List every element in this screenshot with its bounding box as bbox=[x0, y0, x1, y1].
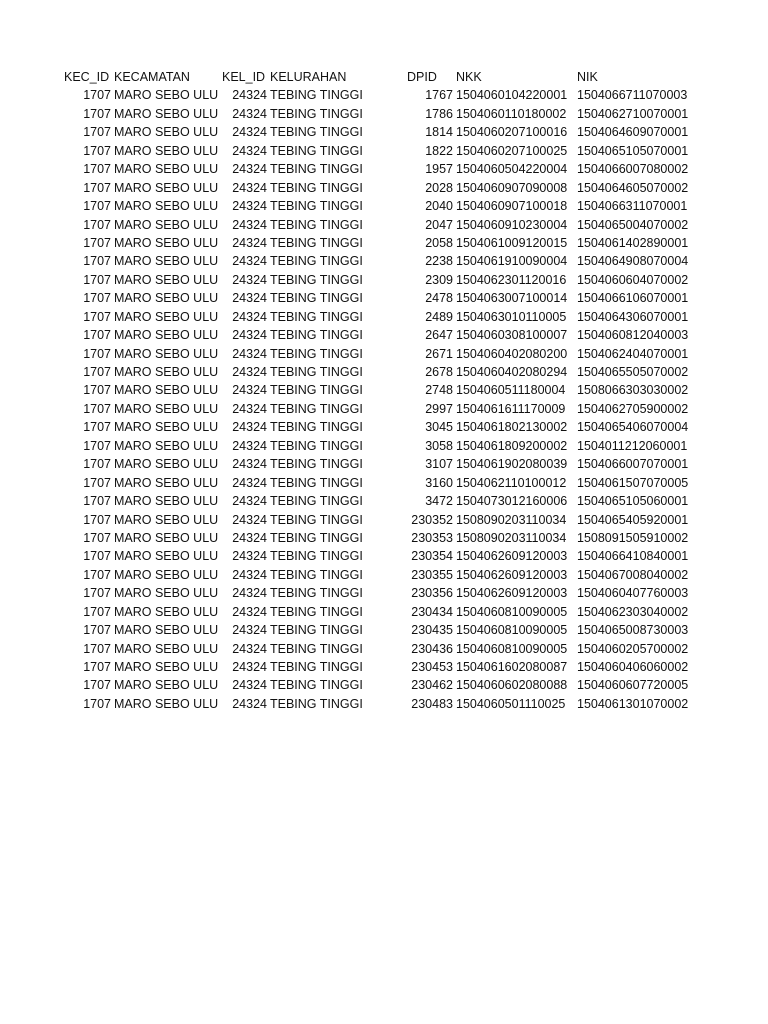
table-header-row bbox=[0, 68, 768, 86]
cell-kel-id: 24324 bbox=[232, 88, 267, 103]
table-row bbox=[0, 234, 768, 252]
cell-kecamatan: MARO SEBO ULU bbox=[114, 217, 219, 232]
cell-kel-id: 24324 bbox=[232, 106, 267, 121]
cell-kec-id: 1707 bbox=[83, 549, 111, 564]
table-row bbox=[0, 455, 768, 473]
cell-kel-id: 24324 bbox=[232, 678, 267, 693]
cell-nik: 1504060205700002 bbox=[577, 641, 689, 656]
cell-kel-id: 24324 bbox=[232, 475, 267, 490]
cell-nkk: 1508090203110034 bbox=[456, 530, 567, 545]
cell-nkk: 1504060910230004 bbox=[456, 217, 568, 232]
cell-dpid: 1814 bbox=[425, 125, 453, 140]
cell-kec-id: 1707 bbox=[83, 586, 111, 601]
table-row bbox=[0, 695, 768, 713]
cell-kec-id: 1707 bbox=[83, 365, 111, 379]
cell-kecamatan: MARO SEBO ULU bbox=[114, 567, 219, 582]
cell-kec-id: 1707 bbox=[83, 217, 111, 232]
cell-kelurahan: TEBING TINGGI bbox=[270, 180, 363, 195]
table-row bbox=[0, 123, 768, 141]
cell-nkk: 1504062110100012 bbox=[456, 475, 567, 490]
cell-kec-id: 1707 bbox=[83, 696, 111, 711]
cell-kel-id: 24324 bbox=[232, 420, 267, 435]
cell-dpid: 1786 bbox=[425, 106, 453, 121]
table-row bbox=[0, 105, 768, 123]
table-row bbox=[0, 363, 768, 381]
cell-kec-id: 1707 bbox=[83, 457, 111, 472]
cell-kelurahan: TEBING TINGGI bbox=[270, 365, 363, 379]
cell-kelurahan: TEBING TINGGI bbox=[270, 604, 363, 619]
cell-dpid: 2748 bbox=[425, 383, 453, 398]
cell-nkk: 1504061802130002 bbox=[456, 420, 568, 435]
cell-kec-id: 1707 bbox=[83, 512, 111, 527]
cell-nik: 1508091505910002 bbox=[577, 530, 689, 545]
cell-kel-id: 24324 bbox=[232, 549, 267, 564]
cell-dpid: 2028 bbox=[425, 180, 453, 195]
cell-nkk: 1504060110180002 bbox=[456, 106, 567, 121]
cell-kecamatan: MARO SEBO ULU bbox=[114, 309, 219, 324]
cell-kelurahan: TEBING TINGGI bbox=[270, 346, 363, 361]
cell-kelurahan: TEBING TINGGI bbox=[270, 494, 363, 509]
cell-nik: 1504064908070004 bbox=[577, 254, 689, 269]
cell-kec-id: 1707 bbox=[83, 401, 111, 416]
table-row bbox=[0, 345, 768, 363]
cell-kec-id: 1707 bbox=[83, 254, 111, 269]
cell-kelurahan: TEBING TINGGI bbox=[270, 660, 363, 674]
cell-kec-id: 1707 bbox=[83, 106, 111, 121]
cell-kec-id: 1707 bbox=[83, 494, 111, 509]
cell-nkk: 1504062301120016 bbox=[456, 272, 567, 287]
cell-kel-id: 24324 bbox=[232, 143, 267, 158]
cell-kecamatan: MARO SEBO ULU bbox=[114, 623, 219, 638]
cell-nkk: 1504062609120003 bbox=[456, 567, 568, 582]
cell-nkk: 1504063007100014 bbox=[456, 291, 568, 306]
cell-nkk: 1504062609120003 bbox=[456, 549, 568, 564]
table-row bbox=[0, 511, 768, 529]
cell-dpid: 3045 bbox=[425, 420, 453, 435]
cell-nik: 1504067008040002 bbox=[577, 567, 689, 582]
cell-kec-id: 1707 bbox=[83, 567, 111, 582]
cell-kelurahan: TEBING TINGGI bbox=[270, 88, 363, 103]
cell-kelurahan: TEBING TINGGI bbox=[270, 512, 363, 527]
table-row bbox=[0, 400, 768, 418]
cell-kelurahan: TEBING TINGGI bbox=[270, 143, 363, 158]
cell-kel-id: 24324 bbox=[232, 660, 267, 674]
cell-dpid: 2671 bbox=[425, 346, 453, 361]
table-row bbox=[0, 179, 768, 197]
table-row bbox=[0, 658, 768, 676]
cell-nkk: 1504060308100007 bbox=[456, 328, 568, 343]
cell-nkk: 1504061902080039 bbox=[456, 457, 568, 472]
cell-kecamatan: MARO SEBO ULU bbox=[114, 346, 219, 361]
table-row bbox=[0, 529, 768, 547]
header-dpid: DPID bbox=[407, 70, 437, 84]
cell-kecamatan: MARO SEBO ULU bbox=[114, 604, 219, 619]
cell-nik: 1504062404070001 bbox=[577, 346, 689, 361]
cell-dpid: 230354 bbox=[411, 549, 453, 564]
cell-nkk: 1504073012160006 bbox=[456, 494, 568, 509]
cell-kel-id: 24324 bbox=[232, 494, 267, 509]
cell-dpid: 2040 bbox=[425, 199, 453, 214]
cell-nkk: 1504060602080088 bbox=[456, 678, 568, 693]
table-body bbox=[0, 86, 768, 713]
cell-kec-id: 1707 bbox=[83, 678, 111, 693]
cell-dpid: 230435 bbox=[411, 623, 453, 638]
cell-kel-id: 24324 bbox=[232, 254, 267, 269]
cell-kecamatan: MARO SEBO ULU bbox=[114, 254, 219, 269]
cell-dpid: 230462 bbox=[411, 678, 453, 693]
cell-nik: 1504065505070002 bbox=[577, 365, 689, 379]
table-row bbox=[0, 142, 768, 160]
cell-kelurahan: TEBING TINGGI bbox=[270, 475, 363, 490]
cell-kecamatan: MARO SEBO ULU bbox=[114, 125, 219, 140]
table-row bbox=[0, 252, 768, 270]
cell-kelurahan: TEBING TINGGI bbox=[270, 383, 363, 398]
header-nik: NIK bbox=[577, 70, 598, 84]
cell-nik: 1504066007070001 bbox=[577, 457, 689, 472]
cell-dpid: 230453 bbox=[411, 660, 453, 674]
cell-dpid: 230352 bbox=[411, 512, 453, 527]
cell-kecamatan: MARO SEBO ULU bbox=[114, 162, 219, 177]
cell-nkk: 1504060810090005 bbox=[456, 623, 568, 638]
cell-kecamatan: MARO SEBO ULU bbox=[114, 494, 219, 509]
cell-kec-id: 1707 bbox=[83, 291, 111, 306]
cell-dpid: 2238 bbox=[425, 254, 453, 269]
cell-kel-id: 24324 bbox=[232, 272, 267, 287]
cell-kecamatan: MARO SEBO ULU bbox=[114, 199, 219, 214]
cell-kecamatan: MARO SEBO ULU bbox=[114, 512, 219, 527]
cell-nik: 1504066711070003 bbox=[577, 88, 688, 103]
cell-dpid: 3058 bbox=[425, 438, 453, 453]
cell-kelurahan: TEBING TINGGI bbox=[270, 438, 363, 453]
cell-kel-id: 24324 bbox=[232, 235, 267, 250]
cell-kec-id: 1707 bbox=[83, 346, 111, 361]
table-row bbox=[0, 326, 768, 344]
cell-kecamatan: MARO SEBO ULU bbox=[114, 660, 219, 674]
cell-dpid: 2058 bbox=[425, 235, 453, 250]
cell-kel-id: 24324 bbox=[232, 401, 267, 416]
cell-nik: 1504064306070001 bbox=[577, 309, 689, 324]
cell-dpid: 230436 bbox=[411, 641, 453, 656]
cell-dpid: 230483 bbox=[411, 696, 453, 711]
cell-nkk: 1504060207100016 bbox=[456, 125, 568, 140]
cell-kelurahan: TEBING TINGGI bbox=[270, 254, 363, 269]
cell-kec-id: 1707 bbox=[83, 235, 111, 250]
cell-dpid: 230355 bbox=[411, 567, 453, 582]
cell-kel-id: 24324 bbox=[232, 530, 267, 545]
header-nkk: NKK bbox=[456, 70, 482, 84]
table-row bbox=[0, 547, 768, 565]
cell-kelurahan: TEBING TINGGI bbox=[270, 586, 363, 601]
cell-nkk: 1504061611170009 bbox=[456, 401, 566, 416]
cell-kel-id: 24324 bbox=[232, 365, 267, 379]
table-row bbox=[0, 216, 768, 234]
cell-kelurahan: TEBING TINGGI bbox=[270, 328, 363, 343]
cell-kecamatan: MARO SEBO ULU bbox=[114, 106, 219, 121]
cell-kec-id: 1707 bbox=[83, 530, 111, 545]
cell-kecamatan: MARO SEBO ULU bbox=[114, 586, 219, 601]
cell-kecamatan: MARO SEBO ULU bbox=[114, 530, 219, 545]
cell-kelurahan: TEBING TINGGI bbox=[270, 623, 363, 638]
cell-nkk: 1504060810090005 bbox=[456, 641, 568, 656]
cell-kelurahan: TEBING TINGGI bbox=[270, 530, 363, 545]
table-row bbox=[0, 160, 768, 178]
cell-kecamatan: MARO SEBO ULU bbox=[114, 291, 219, 306]
cell-nik: 1508066303030002 bbox=[577, 383, 689, 398]
cell-nik: 1504065406070004 bbox=[577, 420, 689, 435]
cell-nkk: 1504060504220004 bbox=[456, 162, 568, 177]
cell-kel-id: 24324 bbox=[232, 328, 267, 343]
cell-nik: 1504060604070002 bbox=[577, 272, 689, 287]
cell-nkk: 1508090203110034 bbox=[456, 512, 567, 527]
table-row bbox=[0, 197, 768, 215]
cell-kec-id: 1707 bbox=[83, 383, 111, 398]
cell-kelurahan: TEBING TINGGI bbox=[270, 678, 363, 693]
cell-dpid: 1767 bbox=[425, 88, 453, 103]
table-row bbox=[0, 621, 768, 639]
cell-kelurahan: TEBING TINGGI bbox=[270, 235, 363, 250]
cell-kel-id: 24324 bbox=[232, 623, 267, 638]
cell-kelurahan: TEBING TINGGI bbox=[270, 125, 363, 140]
cell-nkk: 1504062609120003 bbox=[456, 586, 568, 601]
cell-kel-id: 24324 bbox=[232, 309, 267, 324]
cell-nkk: 1504061809200002 bbox=[456, 438, 568, 453]
table-row bbox=[0, 381, 768, 399]
cell-nkk: 1504061009120015 bbox=[456, 235, 568, 250]
cell-nkk: 1504060207100025 bbox=[456, 143, 568, 158]
cell-nkk: 1504063010110005 bbox=[456, 309, 567, 324]
cell-kelurahan: TEBING TINGGI bbox=[270, 217, 363, 232]
cell-kel-id: 24324 bbox=[232, 217, 267, 232]
cell-dpid: 230353 bbox=[411, 530, 453, 545]
cell-dpid: 3160 bbox=[425, 475, 453, 490]
cell-kel-id: 24324 bbox=[232, 162, 267, 177]
cell-kecamatan: MARO SEBO ULU bbox=[114, 438, 219, 453]
cell-kecamatan: MARO SEBO ULU bbox=[114, 365, 219, 379]
cell-kec-id: 1707 bbox=[83, 328, 111, 343]
cell-dpid: 230434 bbox=[411, 604, 453, 619]
cell-kel-id: 24324 bbox=[232, 438, 267, 453]
cell-kelurahan: TEBING TINGGI bbox=[270, 401, 363, 416]
cell-kec-id: 1707 bbox=[83, 143, 111, 158]
header-kecamatan: KECAMATAN bbox=[114, 70, 190, 84]
cell-kecamatan: MARO SEBO ULU bbox=[114, 143, 219, 158]
cell-kecamatan: MARO SEBO ULU bbox=[114, 678, 219, 693]
cell-nik: 1504060407760003 bbox=[577, 586, 689, 601]
table-row bbox=[0, 437, 768, 455]
table-row bbox=[0, 308, 768, 326]
cell-kec-id: 1707 bbox=[83, 438, 111, 453]
cell-kecamatan: MARO SEBO ULU bbox=[114, 457, 219, 472]
cell-nik: 1504061301070002 bbox=[577, 696, 689, 711]
cell-kel-id: 24324 bbox=[232, 567, 267, 582]
cell-nik: 1504066410840001 bbox=[577, 549, 689, 564]
cell-nkk: 1504060511180004 bbox=[456, 383, 566, 398]
cell-dpid: 2047 bbox=[425, 217, 453, 232]
cell-kec-id: 1707 bbox=[83, 641, 111, 656]
cell-nik: 1504065004070002 bbox=[577, 217, 689, 232]
cell-nik: 1504062303040002 bbox=[577, 604, 689, 619]
cell-nik: 1504065105060001 bbox=[577, 494, 689, 509]
cell-nkk: 1504060810090005 bbox=[456, 604, 568, 619]
cell-kelurahan: TEBING TINGGI bbox=[270, 106, 363, 121]
cell-kel-id: 24324 bbox=[232, 641, 267, 656]
cell-nik: 1504064605070002 bbox=[577, 180, 689, 195]
cell-kel-id: 24324 bbox=[232, 180, 267, 195]
header-kel-id: KEL_ID bbox=[222, 70, 266, 84]
cell-kecamatan: MARO SEBO ULU bbox=[114, 180, 219, 195]
cell-nik: 1504064609070001 bbox=[577, 125, 689, 140]
cell-nik: 1504060607720005 bbox=[577, 678, 689, 693]
cell-dpid: 2997 bbox=[425, 401, 453, 416]
cell-kel-id: 24324 bbox=[232, 291, 267, 306]
cell-nkk: 1504060907090008 bbox=[456, 180, 568, 195]
cell-nik: 1504062710070001 bbox=[577, 106, 689, 121]
cell-dpid: 2309 bbox=[425, 272, 453, 287]
cell-dpid: 2678 bbox=[425, 365, 453, 379]
cell-kel-id: 24324 bbox=[232, 696, 267, 711]
cell-kec-id: 1707 bbox=[83, 309, 111, 324]
cell-kec-id: 1707 bbox=[83, 88, 111, 103]
cell-nkk: 1504060104220001 bbox=[456, 88, 568, 103]
cell-kelurahan: TEBING TINGGI bbox=[270, 641, 363, 656]
cell-kec-id: 1707 bbox=[83, 475, 111, 490]
cell-kec-id: 1707 bbox=[83, 272, 111, 287]
cell-kelurahan: TEBING TINGGI bbox=[270, 457, 363, 472]
cell-kelurahan: TEBING TINGGI bbox=[270, 199, 363, 214]
cell-kecamatan: MARO SEBO ULU bbox=[114, 88, 219, 103]
cell-kel-id: 24324 bbox=[232, 457, 267, 472]
cell-kec-id: 1707 bbox=[83, 660, 111, 674]
cell-kecamatan: MARO SEBO ULU bbox=[114, 696, 219, 711]
cell-kec-id: 1707 bbox=[83, 420, 111, 435]
cell-kec-id: 1707 bbox=[83, 199, 111, 214]
cell-nkk: 1504061602080087 bbox=[456, 660, 568, 674]
cell-kel-id: 24324 bbox=[232, 199, 267, 214]
cell-kec-id: 1707 bbox=[83, 604, 111, 619]
cell-kel-id: 24324 bbox=[232, 383, 267, 398]
cell-nik: 1504060812040003 bbox=[577, 328, 689, 343]
cell-nkk: 1504060501110025 bbox=[456, 696, 566, 711]
cell-nik: 1504065405920001 bbox=[577, 512, 689, 527]
cell-dpid: 230356 bbox=[411, 586, 453, 601]
cell-kecamatan: MARO SEBO ULU bbox=[114, 475, 219, 490]
cell-nkk: 1504060402080200 bbox=[456, 346, 568, 361]
cell-kel-id: 24324 bbox=[232, 512, 267, 527]
cell-kec-id: 1707 bbox=[83, 623, 111, 638]
cell-kec-id: 1707 bbox=[83, 162, 111, 177]
cell-nkk: 1504060402080294 bbox=[456, 365, 568, 379]
table-row bbox=[0, 640, 768, 658]
cell-kecamatan: MARO SEBO ULU bbox=[114, 383, 219, 398]
cell-kel-id: 24324 bbox=[232, 586, 267, 601]
cell-kelurahan: TEBING TINGGI bbox=[270, 309, 363, 324]
cell-kec-id: 1707 bbox=[83, 180, 111, 195]
cell-kelurahan: TEBING TINGGI bbox=[270, 567, 363, 582]
cell-kelurahan: TEBING TINGGI bbox=[270, 696, 363, 711]
header-kec-id: KEC_ID bbox=[64, 70, 110, 84]
cell-dpid: 3107 bbox=[425, 457, 453, 472]
cell-dpid: 1957 bbox=[425, 162, 453, 177]
cell-kecamatan: MARO SEBO ULU bbox=[114, 401, 219, 416]
cell-dpid: 2647 bbox=[425, 328, 453, 343]
table-row bbox=[0, 289, 768, 307]
cell-kecamatan: MARO SEBO ULU bbox=[114, 420, 219, 435]
cell-kec-id: 1707 bbox=[83, 125, 111, 140]
cell-nik: 1504061507070005 bbox=[577, 475, 689, 490]
cell-kel-id: 24324 bbox=[232, 346, 267, 361]
table-row bbox=[0, 603, 768, 621]
table-row bbox=[0, 566, 768, 584]
header-kelurahan: KELURAHAN bbox=[270, 70, 347, 84]
cell-nik: 1504011212060001 bbox=[577, 438, 688, 453]
cell-nkk: 1504061910090004 bbox=[456, 254, 568, 269]
cell-kecamatan: MARO SEBO ULU bbox=[114, 272, 219, 287]
cell-nkk: 1504060907100018 bbox=[456, 199, 568, 214]
data-table bbox=[0, 68, 768, 713]
table-row bbox=[0, 271, 768, 289]
cell-kelurahan: TEBING TINGGI bbox=[270, 291, 363, 306]
cell-nik: 1504066311070001 bbox=[577, 199, 688, 214]
cell-nik: 1504061402890001 bbox=[577, 235, 689, 250]
cell-kelurahan: TEBING TINGGI bbox=[270, 272, 363, 287]
table-row bbox=[0, 676, 768, 694]
cell-dpid: 2478 bbox=[425, 291, 453, 306]
cell-dpid: 3472 bbox=[425, 494, 453, 509]
cell-kelurahan: TEBING TINGGI bbox=[270, 549, 363, 564]
cell-nik: 1504062705900002 bbox=[577, 401, 689, 416]
table-row bbox=[0, 418, 768, 436]
cell-kelurahan: TEBING TINGGI bbox=[270, 162, 363, 177]
table-row bbox=[0, 86, 768, 104]
table-row bbox=[0, 474, 768, 492]
cell-dpid: 2489 bbox=[425, 309, 453, 324]
cell-kelurahan: TEBING TINGGI bbox=[270, 420, 363, 435]
cell-nik: 1504065105070001 bbox=[577, 143, 689, 158]
cell-dpid: 1822 bbox=[425, 143, 453, 158]
cell-nik: 1504066007080002 bbox=[577, 162, 689, 177]
cell-kecamatan: MARO SEBO ULU bbox=[114, 549, 219, 564]
cell-nik: 1504060406060002 bbox=[577, 660, 689, 674]
cell-nik: 1504065008730003 bbox=[577, 623, 689, 638]
cell-kecamatan: MARO SEBO ULU bbox=[114, 641, 219, 656]
cell-kel-id: 24324 bbox=[232, 125, 267, 140]
cell-kecamatan: MARO SEBO ULU bbox=[114, 328, 219, 343]
cell-kecamatan: MARO SEBO ULU bbox=[114, 235, 219, 250]
cell-kel-id: 24324 bbox=[232, 604, 267, 619]
cell-nik: 1504066106070001 bbox=[577, 291, 689, 306]
table-row bbox=[0, 584, 768, 602]
table-row bbox=[0, 492, 768, 510]
